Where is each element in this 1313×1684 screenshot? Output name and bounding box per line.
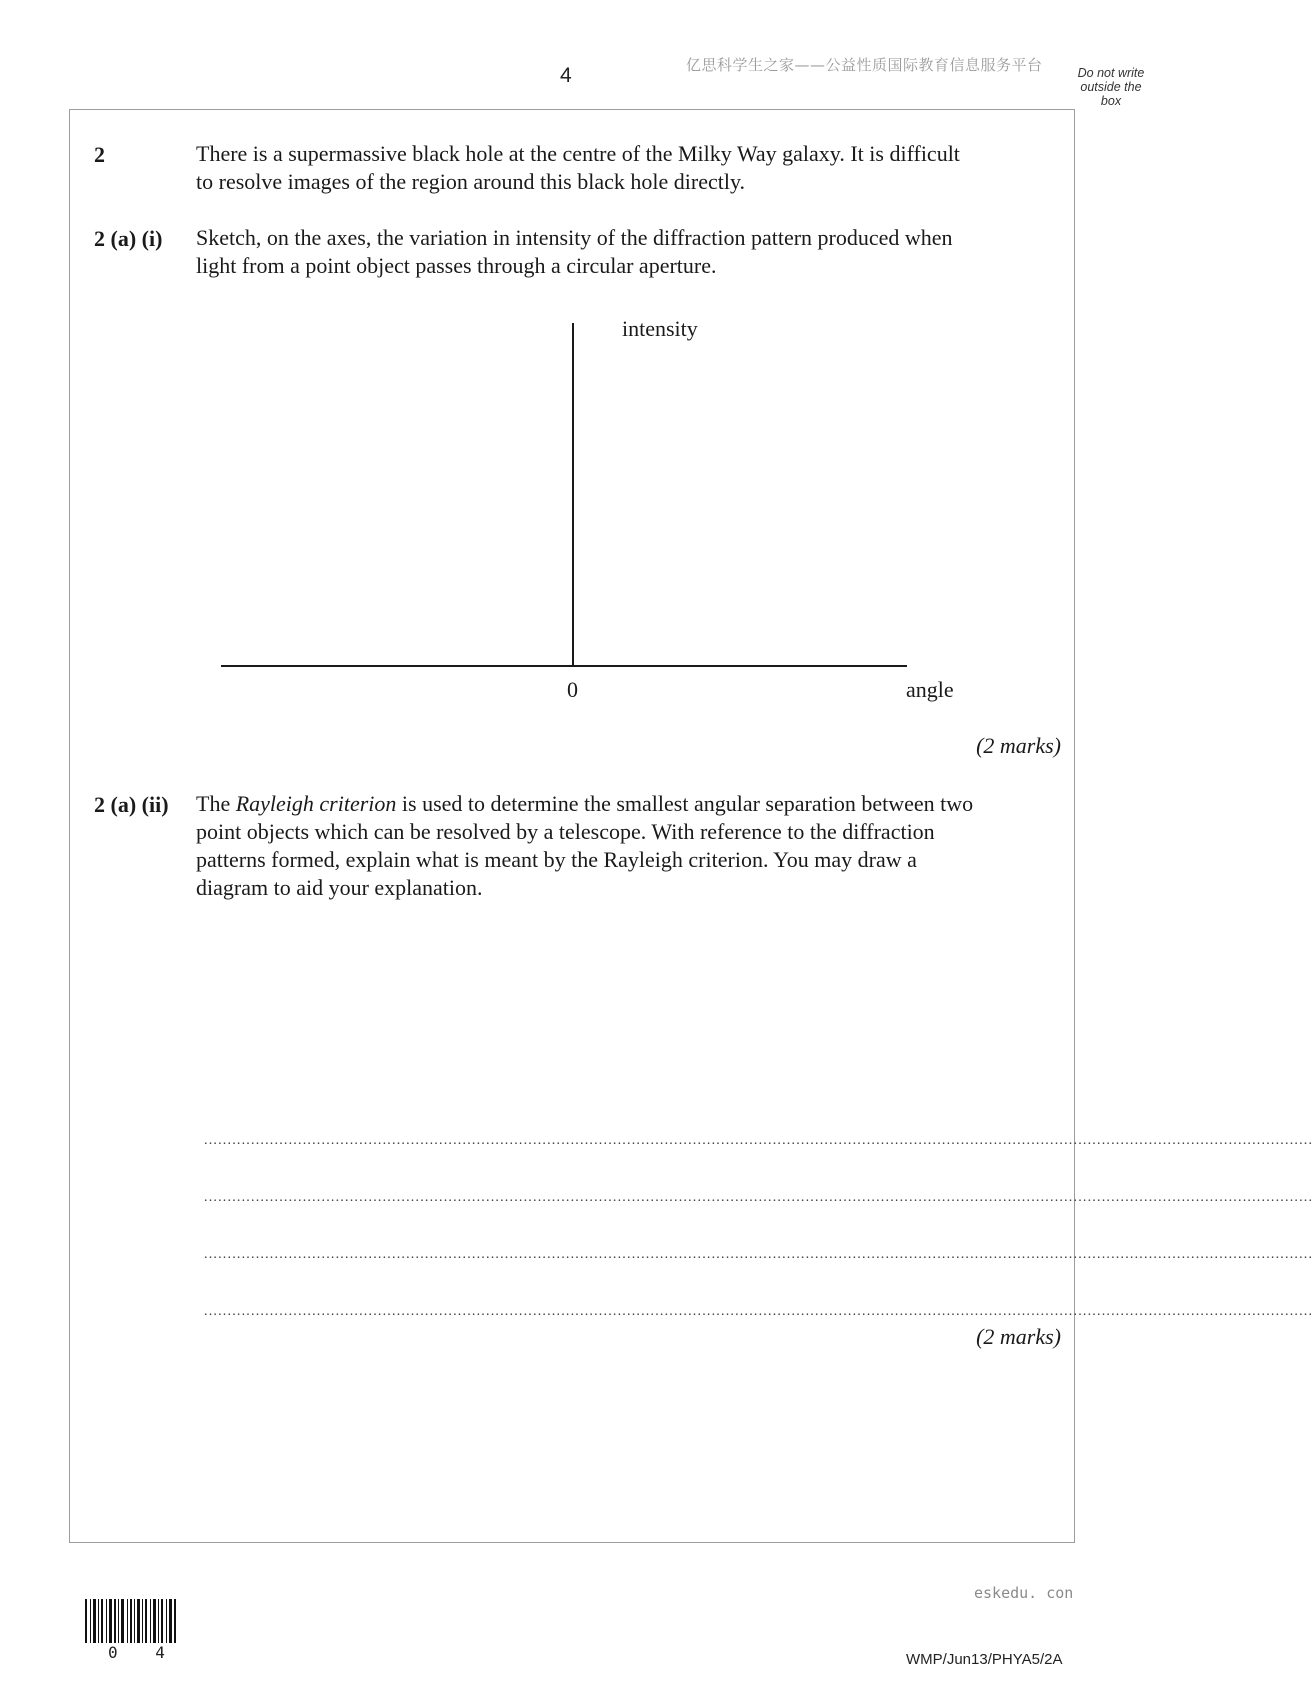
part-a-ii-line-1-start: The (196, 791, 236, 816)
barcode-digits: 0 4 (108, 1643, 179, 1662)
answer-line-2[interactable]: ............................................................................................................................................................................................................................................ (204, 1190, 1313, 1205)
question-intro-line-1: There is a supermassive black hole at the centre of the Milky Way galaxy. It is difficult (196, 141, 960, 166)
part-a-ii-line-3: patterns formed, explain what is meant by the Rayleigh criterion. You may draw a (196, 847, 917, 872)
part-a-ii-text (196, 790, 973, 902)
part-a-ii-line-1 (196, 790, 973, 818)
part-a-i-label: 2 (a) (i) (94, 226, 163, 251)
origin-label: 0 (567, 677, 578, 702)
answer-line-3[interactable]: ............................................................................................................................................................................................................................................ (204, 1247, 1313, 1262)
part-a-ii-line-4: diagram to aid your explanation. (196, 875, 483, 900)
part-a-i-line-2: light from a point object passes through a circular aperture. (196, 253, 717, 278)
watermark-text: 亿思科学生之家——公益性质国际教育信息服务平台 (686, 56, 1043, 74)
footer-site: eskedu. con (974, 1584, 1074, 1602)
answer-line-4[interactable]: ............................................................................................................................................................................................................................................ (204, 1304, 1313, 1319)
margin-note-line-1: Do not write (1077, 66, 1145, 80)
part-a-i-line-1: Sketch, on the axes, the variation in intensity of the diffraction pattern produced when (196, 225, 953, 250)
margin-note-line-3: box (1100, 94, 1122, 108)
margin-note-line-2: outside the (1080, 80, 1142, 94)
part-a-i-marks: (2 marks) (976, 733, 1061, 758)
part-a-ii-line-1-end: is used to determine the smallest angular separation between two (396, 791, 974, 816)
part-a-ii-label: 2 (a) (ii) (94, 792, 169, 817)
answer-line-1[interactable]: ............................................................................................................................................................................................................................................ (204, 1133, 1313, 1148)
barcode (84, 1599, 180, 1643)
rayleigh-criterion-term: Rayleigh criterion (235, 791, 397, 816)
paper-code: WMP/Jun13/PHYA5/2A (906, 1651, 1063, 1668)
part-a-ii-line-2: point objects which can be resolved by a telescope. With reference to the diffraction (196, 819, 935, 844)
part-a-ii-marks: (2 marks) (976, 1324, 1061, 1349)
question-number: 2 (94, 142, 105, 167)
angle-axis-label: angle (906, 677, 954, 702)
intensity-axis-label: intensity (622, 316, 698, 341)
question-intro-line-2: to resolve images of the region around this black hole directly. (196, 169, 746, 194)
page-number: 4 (560, 64, 572, 87)
